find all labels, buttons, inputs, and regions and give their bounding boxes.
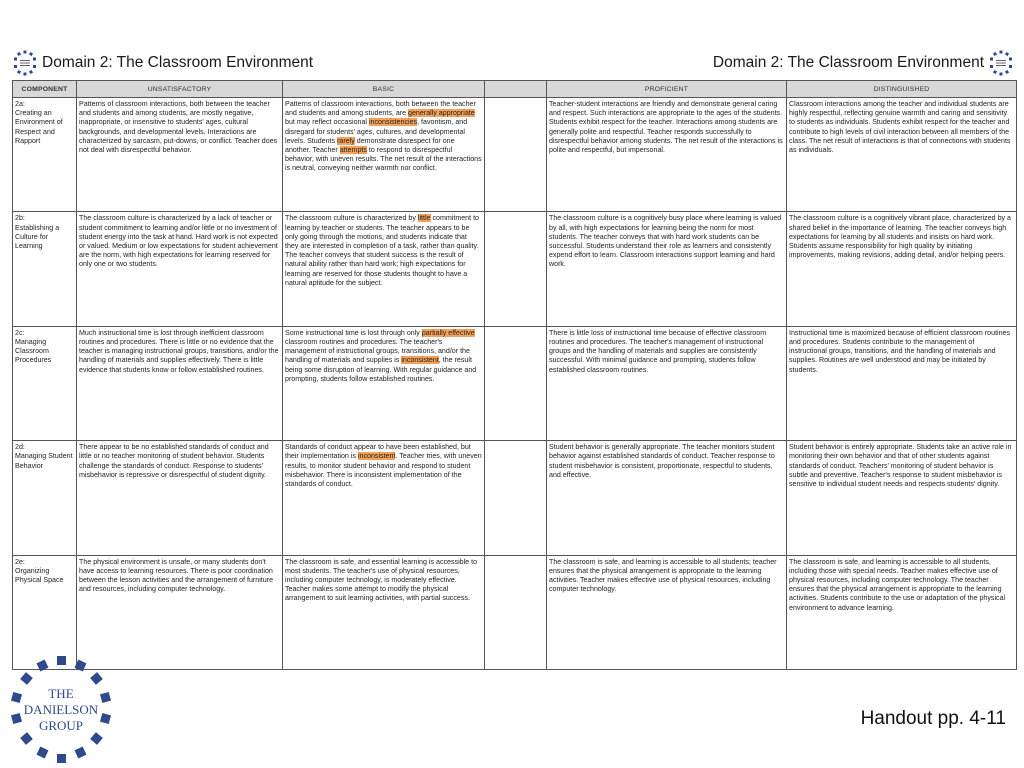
header-proficient: PROFICIENT bbox=[547, 81, 787, 98]
unsatisfactory-cell: The physical environment is unsafe, or many students don't have access to learning resources. There is poor coordination between the lesson activities and the arrangement of furniture and resources, including computer technology. bbox=[77, 555, 283, 669]
rubric-body bbox=[13, 98, 1017, 670]
logo-line-3: GROUP bbox=[38, 718, 84, 733]
logo-line-2: DANIELSON bbox=[23, 702, 99, 717]
table-row bbox=[13, 212, 1017, 326]
basic-cell: Patterns of classroom interactions, both between the teacher and students and among students, are generally appropriate but may reflect occasional inconsistencies, favoritism, and disregard for students' ages, cultures, and developmental levels. Students rarely demonstrate disrespect for one another. Teacher attempts to respond to disrespectful behavior, with uneven results. The net result of the interactions is neutral, conveying neither warmth nor conflict. bbox=[283, 98, 485, 212]
page-title-right: Domain 2: The Classroom Environment bbox=[712, 54, 984, 71]
table-header-row bbox=[13, 81, 1017, 98]
table-row bbox=[13, 555, 1017, 669]
danielson-group-logo bbox=[6, 656, 116, 764]
page-header bbox=[12, 48, 1016, 78]
header-unsatisfactory: UNSATISFACTORY bbox=[77, 81, 283, 98]
proficient-cell: The classroom culture is a cognitively busy place where learning is valued by all, with high expectations for learning being the norm for most students. The teacher conveys that with hard work students can be successful. Students understand their role as learners and consistently expend effort to learn. Classroom interactions support learning and hard work. bbox=[547, 212, 787, 326]
highlighted-phrase: rarely bbox=[337, 136, 355, 145]
proficient-cell: Student behavior is generally appropriate. The teacher monitors student behavior against established standards of conduct. Teacher response to student misbehavior is consistent, proportionate, respectful to students, and effective. bbox=[547, 441, 787, 555]
page-title-left: Domain 2: The Classroom Environment bbox=[42, 54, 314, 71]
proficient-cell: The classroom is safe, and learning is accessible to all students; teacher ensures that the physical arrangement is appropriate to the learning activities. Teacher makes effective use of physical resources, including computer technology. bbox=[547, 555, 787, 669]
component-cell: 2a: Creating an Environment of Respect and Rapport bbox=[13, 98, 77, 212]
basic-cell: Some instructional time is lost through only partially effective classroom routines and procedures. The teacher's management of instructional groups, transitions, and/or the handling of materials and supplies is inconsistent, the result being some disruption of learning. With regular guidance and prompting, students follow established routines. bbox=[283, 326, 485, 440]
table-row bbox=[13, 98, 1017, 212]
spacer-cell bbox=[485, 98, 547, 212]
component-cell: 2b: Establishing a Culture for Learning bbox=[13, 212, 77, 326]
danielson-group-logo-icon bbox=[12, 50, 38, 76]
rubric-table bbox=[12, 80, 1017, 670]
unsatisfactory-cell: The classroom culture is characterized by a lack of teacher or student commitment to learning and/or little or no investment of student energy into the task at hand. Hard work is not expected or valued. Medium or low expectations for student achievement are the norm, with high expectations for learning reserved for only one or two students. bbox=[77, 212, 283, 326]
header-distinguished: DISTINGUISHED bbox=[787, 81, 1017, 98]
handout-reference: Handout pp. 4-11 bbox=[860, 708, 1006, 729]
spacer-cell bbox=[485, 326, 547, 440]
header-spacer bbox=[485, 81, 547, 98]
highlighted-phrase: attempts bbox=[339, 146, 367, 155]
highlighted-phrase: inconsistent bbox=[357, 452, 396, 461]
highlighted-phrase: inconsistent bbox=[401, 356, 439, 365]
table-row bbox=[13, 441, 1017, 555]
basic-cell: The classroom is safe, and essential learning is accessible to most students. The teacher's use of physical resources, including computer technology, is moderately effective. Teacher makes some attempt to modify the physical arrangement to suit learning activities, with partial success. bbox=[283, 555, 485, 669]
distinguished-cell: The classroom is safe, and learning is accessible to all students, including those with special needs. Teacher makes effective use of physical resources, including computer technology. The teacher ensures that the physical arrangement is appropriate to the learning activities. Students contribute to the use or adaptation of the physical environment to advance learning. bbox=[787, 555, 1017, 669]
unsatisfactory-cell: There appear to be no established standards of conduct and little or no teacher monitoring of student behavior. Students challenge the standards of conduct. Response to students' misbehavior is repressive or disrespectful of student dignity. bbox=[77, 441, 283, 555]
danielson-group-logo-icon bbox=[988, 50, 1014, 76]
spacer-cell bbox=[485, 555, 547, 669]
distinguished-cell: The classroom culture is a cognitively vibrant place, characterized by a shared belief in the importance of learning. The teacher conveys high expectations for learning by all students and insists on hard work. Students assume responsibility for high quality by initiating improvements, making revisions, adding detail, and/or helping peers. bbox=[787, 212, 1017, 326]
highlighted-phrase: inconsistencies bbox=[368, 118, 418, 127]
proficient-cell: There is little loss of instructional time because of effective classroom routines and procedures. The teacher's management of instructional groups and the handling of materials and supplies are consistently successful. With minimal guidance and prompting, students follow established classroom routines. bbox=[547, 326, 787, 440]
distinguished-cell: Student behavior is entirely appropriate. Students take an active role in monitoring their own behavior and that of other students against standards of conduct. Teachers' monitoring of student behavior is subtle and preventive. Teacher's response to student misbehavior is sensitive to individual student needs and respects students' dignity. bbox=[787, 441, 1017, 555]
spacer-cell bbox=[485, 212, 547, 326]
highlighted-phrase: partially effective bbox=[421, 328, 475, 337]
table-row bbox=[13, 326, 1017, 440]
proficient-cell: Teacher-student interactions are friendly and demonstrate general caring and respect. Such interactions are appropriate to the ages of the students. Students exhibit respect for the teacher. Interactions among students are generally polite and respectful. Teacher responds successfully to disrespectful behavior among students. The net result of the interactions is polite and respectful, but impersonal. bbox=[547, 98, 787, 212]
spacer-cell bbox=[485, 441, 547, 555]
distinguished-cell: Classroom interactions among the teacher and individual students are highly respectful, reflecting genuine warmth and caring and sensitivity to students as individuals. Students exhibit respect for the teacher and contribute to high levels of civil interaction between all members of the class. The net result of interactions is that of connections with students as individuals. bbox=[787, 98, 1017, 212]
basic-cell: The classroom culture is characterized by little commitment to learning by teacher or students. The teacher appears to be only going through the motions, and students indicate that they are interested in completion of a task, rather than quality. The teacher conveys that student success is the result of natural ability rather than hard work; high expectations for learning are reserved for those students thought to have a natural aptitude for the subject. bbox=[283, 212, 485, 326]
unsatisfactory-cell: Patterns of classroom interactions, both between the teacher and students and among students, are mostly negative, inappropriate, or insensitive to students' ages, cultural backgrounds, and developmental levels. Interactions are characterized by sarcasm, put-downs, or conflict. Teacher does not deal with disrespectful behavior. bbox=[77, 98, 283, 212]
header-component: COMPONENT bbox=[13, 81, 77, 98]
unsatisfactory-cell: Much instructional time is lost through inefficient classroom routines and procedures. There is little or no evidence that the teacher is managing instructional groups, transitions, and/or the handling of materials and supplies effectively. There is little evidence that students know or follow established routines. bbox=[77, 326, 283, 440]
logo-line-1: THE bbox=[48, 686, 74, 701]
component-cell: 2c: Managing Classroom Procedures bbox=[13, 326, 77, 440]
component-cell: 2d: Managing Student Behavior bbox=[13, 441, 77, 555]
highlighted-phrase: little bbox=[417, 214, 431, 223]
header-basic: BASIC bbox=[283, 81, 485, 98]
distinguished-cell: Instructional time is maximized because of efficient classroom routines and procedures. Students contribute to the management of instructional groups, transitions, and the handling of materials and supplies. Routines are well understood and may be initiated by students. bbox=[787, 326, 1017, 440]
basic-cell: Standards of conduct appear to have been established, but their implementation is inconsistent. Teacher tries, with uneven results, to monitor student behavior and respond to student misbehavior. There is inconsistent implementation of the standards of conduct. bbox=[283, 441, 485, 555]
highlighted-phrase: generally appropriate bbox=[408, 109, 475, 118]
component-cell: 2e: Organizing Physical Space bbox=[13, 555, 77, 669]
